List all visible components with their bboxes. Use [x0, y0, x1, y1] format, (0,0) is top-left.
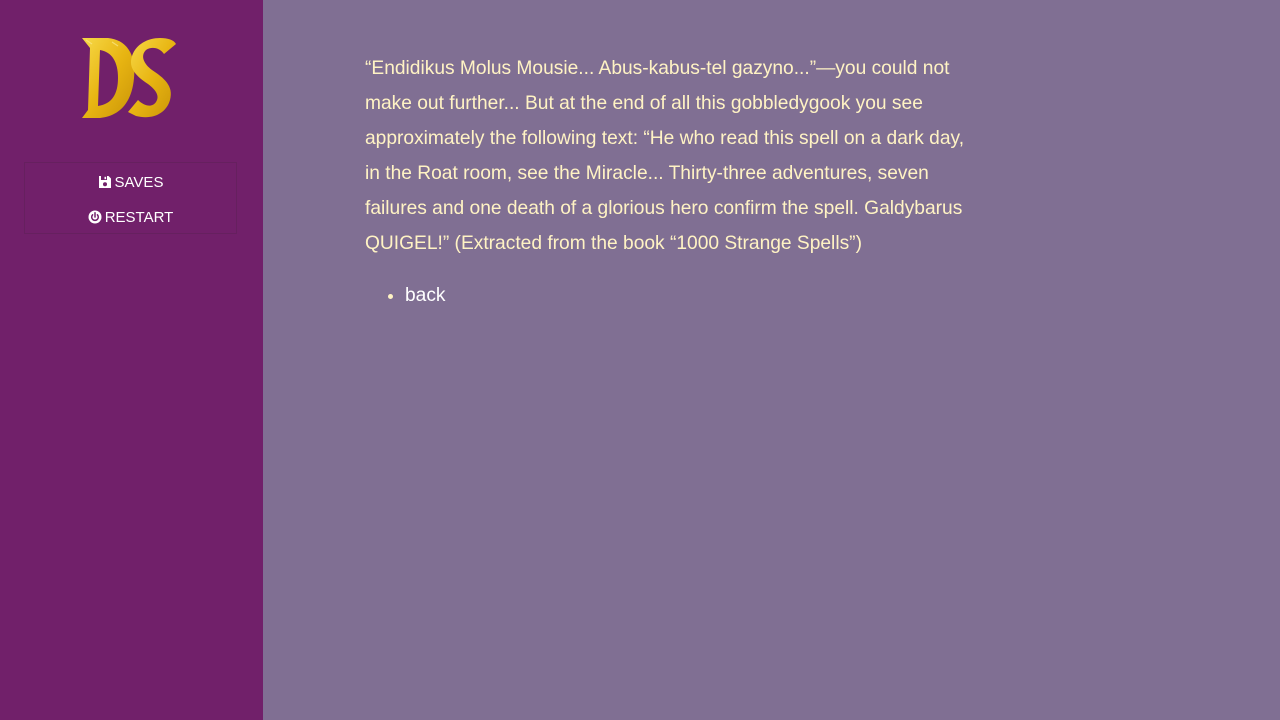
sidebar-menu: [24, 162, 237, 234]
list-item: [405, 281, 975, 311]
story-passage-area: [365, 51, 975, 311]
ds-logo[interactable]: [78, 34, 184, 122]
saves-label: SAVES: [114, 173, 164, 191]
restart-label: RESTART: [104, 208, 174, 226]
passage-text: “Endidikus Molus Mousie... Abus-kabus-tel gazyno...”—you could not make out further... But at the end of all this gobbledygook you see approximately the following text: “He who read this spell on a dark day, in the Roat room, see the Miracle... Thirty-three adventures, seven failures and one death of a glorious hero confirm the spell. Galdybarus QUIGEL!” (Extracted from the book “1000 Strange Spells”): [365, 58, 965, 254]
back-link[interactable]: back: [405, 285, 446, 306]
power-icon: [88, 210, 102, 224]
saves-button[interactable]: [25, 170, 236, 194]
sidebar: [0, 0, 263, 720]
restart-button[interactable]: [25, 205, 236, 229]
choice-list: [365, 281, 975, 311]
floppy-disk-icon: [98, 175, 112, 189]
